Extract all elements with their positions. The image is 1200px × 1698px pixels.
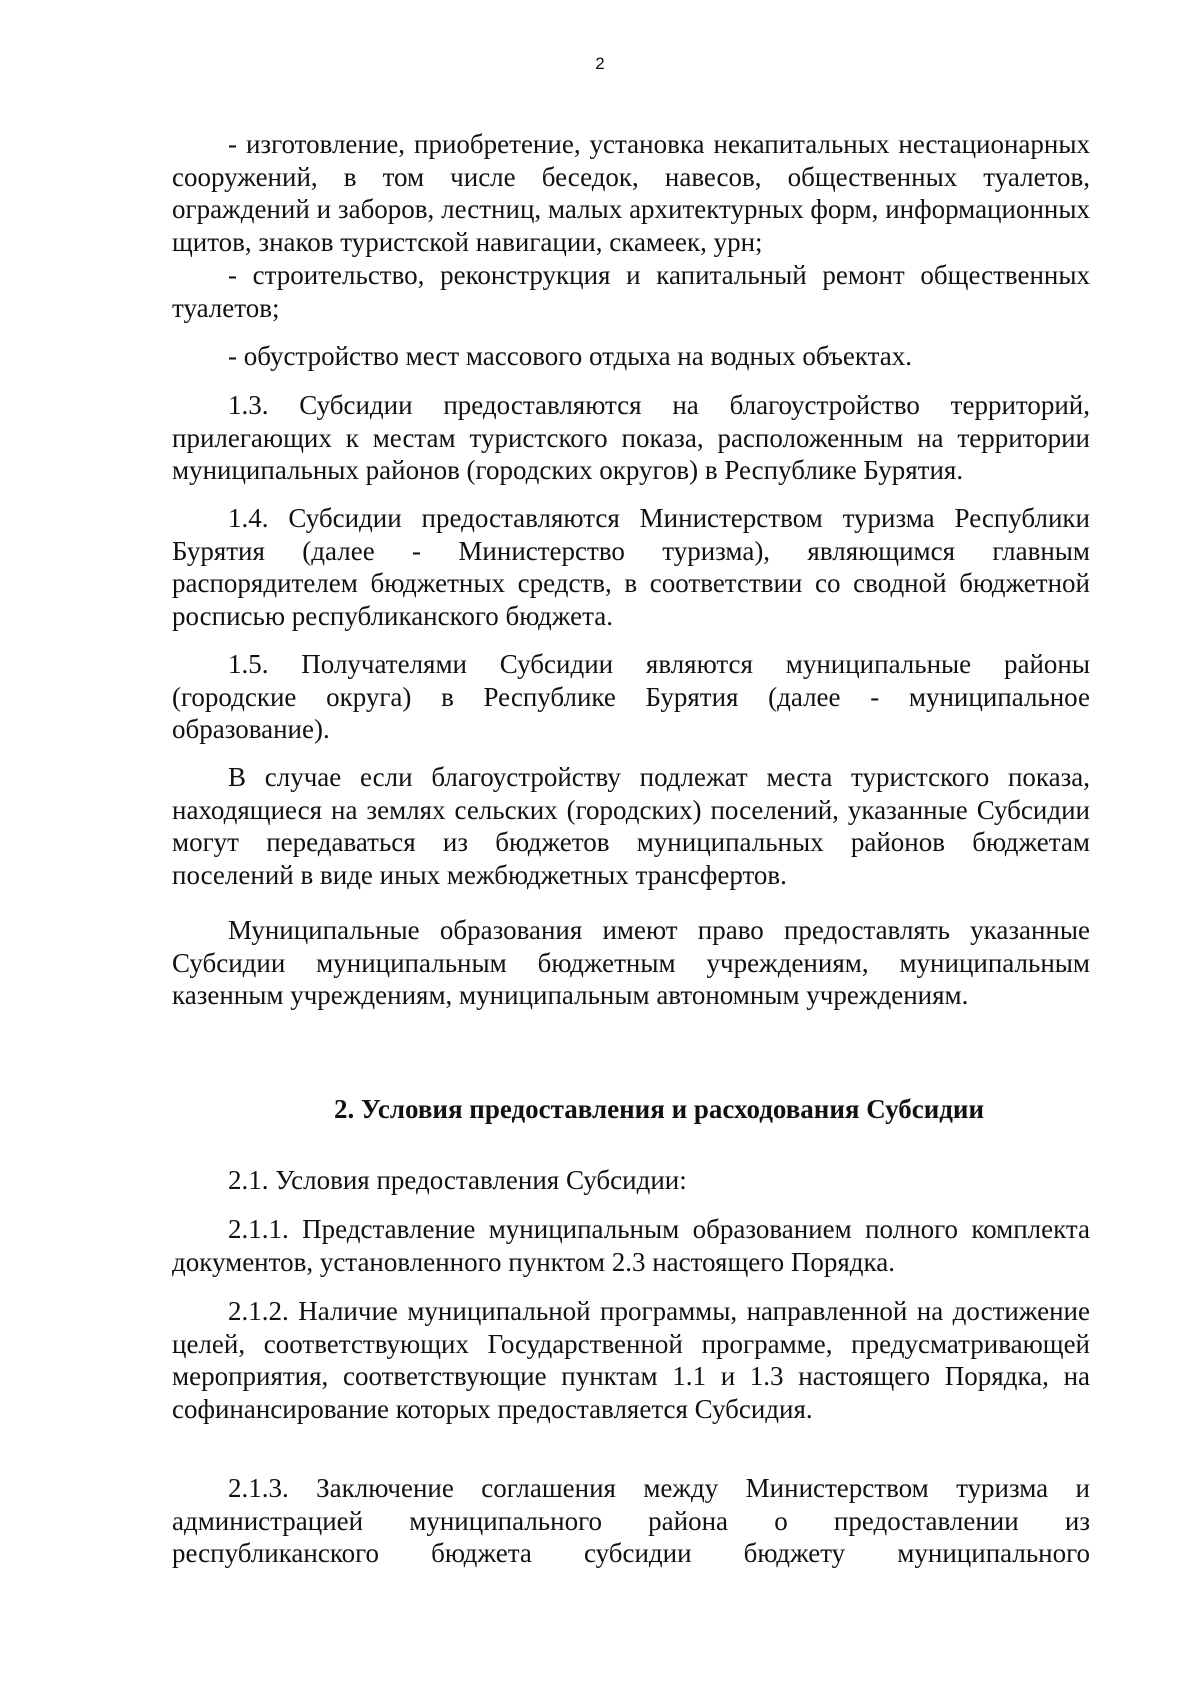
paragraph-1-5: 1.5. Получателями Субсидии являются муниципальные районы (городские округа) в Республике Бурятия (далее - муниципальное образование). (172, 649, 1090, 744)
page-number: 2 (595, 54, 605, 73)
paragraph-1-3: 1.3. Субсидии предоставляются на благоустройство территорий, прилегающих к местам туристского показа, расположенным на территории муниципальных районов (городских округов) в Республике Бурятия. (172, 390, 1090, 485)
section-2-heading: 2. Условия предоставления и расходования Субсидии (333, 1094, 985, 1124)
paragraph-item-construction: - изготовление, приобретение, установка некапитальных нестационарных сооружений, в том числе беседок, навесов, общественных туалетов, ограждений и заборов, лестниц, малых архитектурных форм, информационных щитов, знаков туристской навигации, скамеек, урн; (172, 129, 1090, 257)
paragraph-1-4: 1.4. Субсидии предоставляются Министерством туризма Республики Бурятия (далее - Министерство туризма), являющимся главным распорядителем бюджетных средств, в соответствии со сводной бюджетной росписью республиканского бюджета. (172, 503, 1090, 631)
paragraph-2-1-1: 2.1.1. Представление муниципальным образованием полного комплекта документов, установленного пунктом 2.3 настоящего Порядка. (172, 1214, 1090, 1277)
paragraph-2-1-2: 2.1.2. Наличие муниципальной программы, направленной на достижение целей, соответствующих Государственной программе, предусматривающей мероприятия, соответствующие пунктам 1.1 и 1.3 настоящего Порядка, на софинансирование которых предоставляется Субсидия. (172, 1296, 1090, 1424)
paragraph-2-1-3: 2.1.3. Заключение соглашения между Министерством туризма и администрацией муниципального района о предоставлении из республиканского бюджета субсидии бюджету муниципального (172, 1473, 1090, 1568)
paragraph-item-water-recreation: - обустройство мест массового отдыха на водных объектах. (228, 341, 912, 371)
paragraph-institutions: Муниципальные образования имеют право предоставлять указанные Субсидии муниципальным бюджетным учреждениям, муниципальным казенным учреждениям, муниципальным автономным учреждениям. (172, 915, 1090, 1010)
paragraph-item-toilets: - строительство, реконструкция и капитальный ремонт общественных туалетов; (172, 260, 1090, 323)
paragraph-2-1: 2.1. Условия предоставления Субсидии: (228, 1165, 687, 1195)
paragraph-settlements: В случае если благоустройству подлежат места туристского показа, находящиеся на землях сельских (городских) поселений, указанные Субсидии могут передаваться из бюджетов муниципальных районов бюджетам поселений в виде иных межбюджетных трансфертов. (172, 762, 1090, 890)
